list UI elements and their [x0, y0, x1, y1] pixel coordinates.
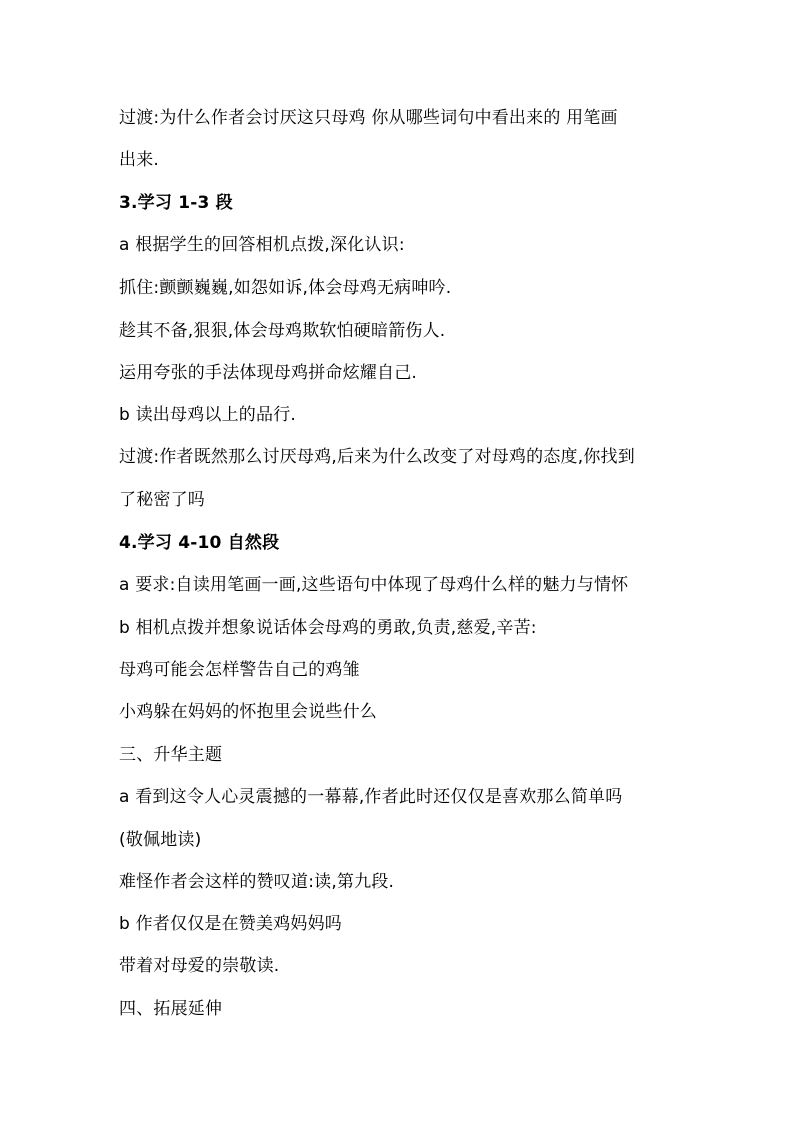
item-b-heading: b 读出母鸡以上的品行.	[119, 405, 296, 425]
paragraph-line: 运用夸张的手法体现母鸡拼命炫耀自己.	[119, 363, 418, 383]
item-b-question: b 作者仅仅是在赞美鸡妈妈吗	[119, 914, 342, 934]
paragraph-line: 难怪作者会这样的赞叹道:读,第九段.	[119, 872, 395, 892]
paragraph-line: 抓住:颤颤巍巍,如怨如诉,体会母鸡无病呻吟.	[119, 278, 452, 298]
item-a-heading: a 根据学生的回答相机点拨,深化认识:	[119, 235, 405, 255]
item-a-question: a 看到这令人心灵震撼的一幕幕,作者此时还仅仅是喜欢那么简单吗	[119, 787, 623, 807]
reading-instruction: (敬佩地读)	[119, 830, 202, 850]
transition-line-continuation: 了秘密了吗	[119, 490, 205, 510]
section-heading-4: 4.学习 4-10 自然段	[119, 533, 280, 553]
item-a-requirement: a 要求:自读用笔画一画,这些语句中体现了母鸡什么样的魅力与情怀	[119, 575, 629, 595]
transition-line: 过渡:作者既然那么讨厌母鸡,后来为什么改变了对母鸡的态度,你找到	[119, 447, 635, 467]
paragraph-line: 母鸡可能会怎样警告自己的鸡雏	[119, 660, 360, 680]
paragraph-line: 带着对母爱的崇敬读.	[119, 956, 280, 976]
section-heading-3: 3.学习 1-3 段	[119, 193, 233, 213]
paragraph-line: 小鸡躲在妈妈的怀抱里会说些什么	[119, 702, 377, 722]
section-heading-three: 三、升华主题	[119, 745, 223, 765]
transition-question-line: 过渡:为什么作者会讨厌这只母鸡 你从哪些词句中看出来的 用笔画	[119, 108, 618, 128]
section-heading-four: 四、拓展延伸	[119, 999, 223, 1019]
item-b-guidance: b 相机点拨并想象说话体会母鸡的勇敢,负责,慈爱,辛苦:	[119, 618, 537, 638]
transition-question-continuation: 出来.	[119, 150, 160, 170]
paragraph-line: 趁其不备,狠狠,体会母鸡欺软怕硬暗箭伤人.	[119, 321, 446, 341]
